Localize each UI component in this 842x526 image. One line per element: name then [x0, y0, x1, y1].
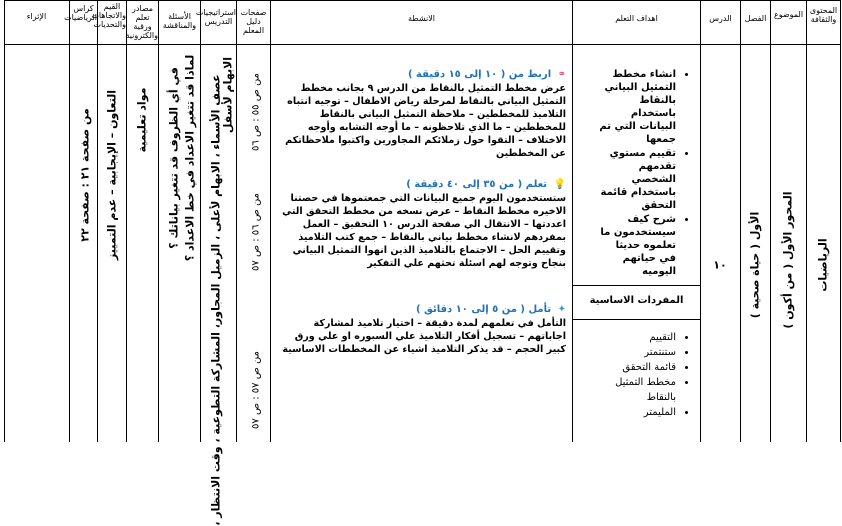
header-values: القيم والاتجاهات والتحديات	[91, 2, 126, 29]
header-chapter: الفصل	[744, 14, 767, 23]
header-content: المحتوى والثقافة	[809, 6, 838, 24]
activity-body: عرض مخطط التمثيل بالنقاط من الدرس ٩ بجانب مخطط التمثيل البياني بالنقاط لمرحلة رياض الاطفال – توجيه انتباه التلاميذ للمخططين – ملاحظة التمثيل البياني بالنقاط للمخططين – ما الذي تلاحظونه – ما أوجه التشابه وأوجه الاختلاف – التقوا حول زملائكم المجاورين واكتبوا ملاحظاتكم عن المخططين	[285, 83, 566, 159]
goal-item: • انشاء مخطط التمثيل البياني بالنقاط باستخدام البيانات التي تم جمعها	[598, 68, 676, 146]
reflect-icon: ✦	[557, 304, 566, 315]
vocab-item: • قائمة التحقق	[598, 360, 676, 375]
workbook-pages: من صفحة ٢١ : صفحة ٢٢	[78, 108, 92, 242]
header-resources: مصادر تعلم ورقية والكترونية	[125, 4, 158, 40]
goal-item: • شرح كيف سيستخدمون ما تعلموه حديثا في حياتهم اليوميه	[598, 213, 676, 278]
guide-pages-1: من ص ٥٥ : ص ٥٦	[250, 73, 262, 151]
header-strategies: استراتيجيات التدريس	[195, 8, 236, 26]
guide-pages-2: من ص ٥٦ : ص ٥٧	[250, 193, 262, 271]
header-goals: اهداف التعلم	[615, 14, 658, 23]
vocab-item: • التقييم	[598, 330, 676, 345]
goal-item: • تقييم مستوي تقدمهم الشخصي باستخدام قائمة التحقق	[598, 147, 676, 212]
content-name: الرياضيات	[816, 238, 830, 292]
header-questions: الأسئلة والمناقشة	[162, 12, 197, 30]
activity-reflect	[276, 303, 566, 356]
activity-body: التأمل في تعلمهم لمدة دقيقة – اختيار تلاميذ لمشاركة اجاباتهم – تسجيل أفكار التلاميذ علي السبوره او علي ورق كبير الحجم – قد يذكر التلاميذ اشياء عن المخططات الاساسية	[282, 318, 566, 355]
activity-heading: تأمل ( من ٥ إلى ١٠ دقائق )	[415, 304, 552, 315]
vocab-item: • مخطط التمثيل بالنقاط	[598, 375, 676, 405]
strategies-text-2: الابهام لأسفل	[221, 56, 235, 134]
header-topic: الموضوع	[773, 10, 804, 19]
connect-rings-icon: ⚭	[557, 69, 566, 80]
question-1: في أي الظروف قد تتغير بياناتك ؟	[167, 67, 181, 249]
values-text: التعاون – الإيجابية – عدم التمييز	[105, 89, 119, 261]
header-notes: الإثراء	[26, 12, 47, 21]
vocab-item: • ستنتمتر	[598, 345, 676, 360]
activity-heading: اربط من ( ١٠ إلى ١٥ دقيقة )	[408, 69, 552, 80]
lesson-number: ١٠	[713, 258, 727, 272]
header-lesson: الدرس	[709, 14, 732, 23]
question-2: لماذا قد تتغير الاعداد في خط الاعداد ؟	[183, 54, 197, 262]
activity-connect	[276, 68, 566, 160]
chapter-name: الأول ( حياة صحية )	[748, 211, 762, 319]
guide-pages-3: من ص ٥٧ : ص ٥٧	[250, 351, 262, 429]
header-workbook: كراس الرياضيات	[64, 4, 97, 22]
vocab-item: • المليمتر	[598, 405, 676, 420]
lightbulb-icon: 💡	[553, 179, 566, 190]
resources-text: مواد تعليمية	[135, 87, 149, 153]
activity-learn	[276, 178, 566, 270]
vocab-list	[598, 330, 688, 420]
header-pages: صفحات دليل المعلم	[240, 8, 267, 35]
vocab-title: المفردات الاساسية	[589, 295, 684, 306]
header-activities: الانشطة	[408, 14, 435, 23]
activity-heading: تعلم ( من ٣٥ إلى ٤٠ دقيقة )	[406, 179, 548, 190]
topic-name: المحور الأول ( من أكون )	[781, 191, 795, 329]
goals-list	[598, 68, 688, 279]
activity-body: ستستخدمون اليوم جميع البيانات التي جمعتموها في حصتنا الاخيره مخطط النقاط – عرض نسخه من مخطط التحقق التي اعددتها – الانتقال الي صفحة الدرس ١٠ التحقيق – العمل بمفردهم لانشاء مخطط بياني بالنقاط – جمع كتب التلاميذ وتقييم الحل – الاجتماع بالتلاميذ الذين انهوا التمثيل البياني بنجاح وتوجه لهم اسئلة تحثهم علي التفكير	[282, 193, 566, 269]
strategies-text: عصف الأسماء ، الابهام لأعلى ، الزميل المجاور، المشاركة التطوعية ، وقت الانتظار ،	[209, 74, 223, 526]
